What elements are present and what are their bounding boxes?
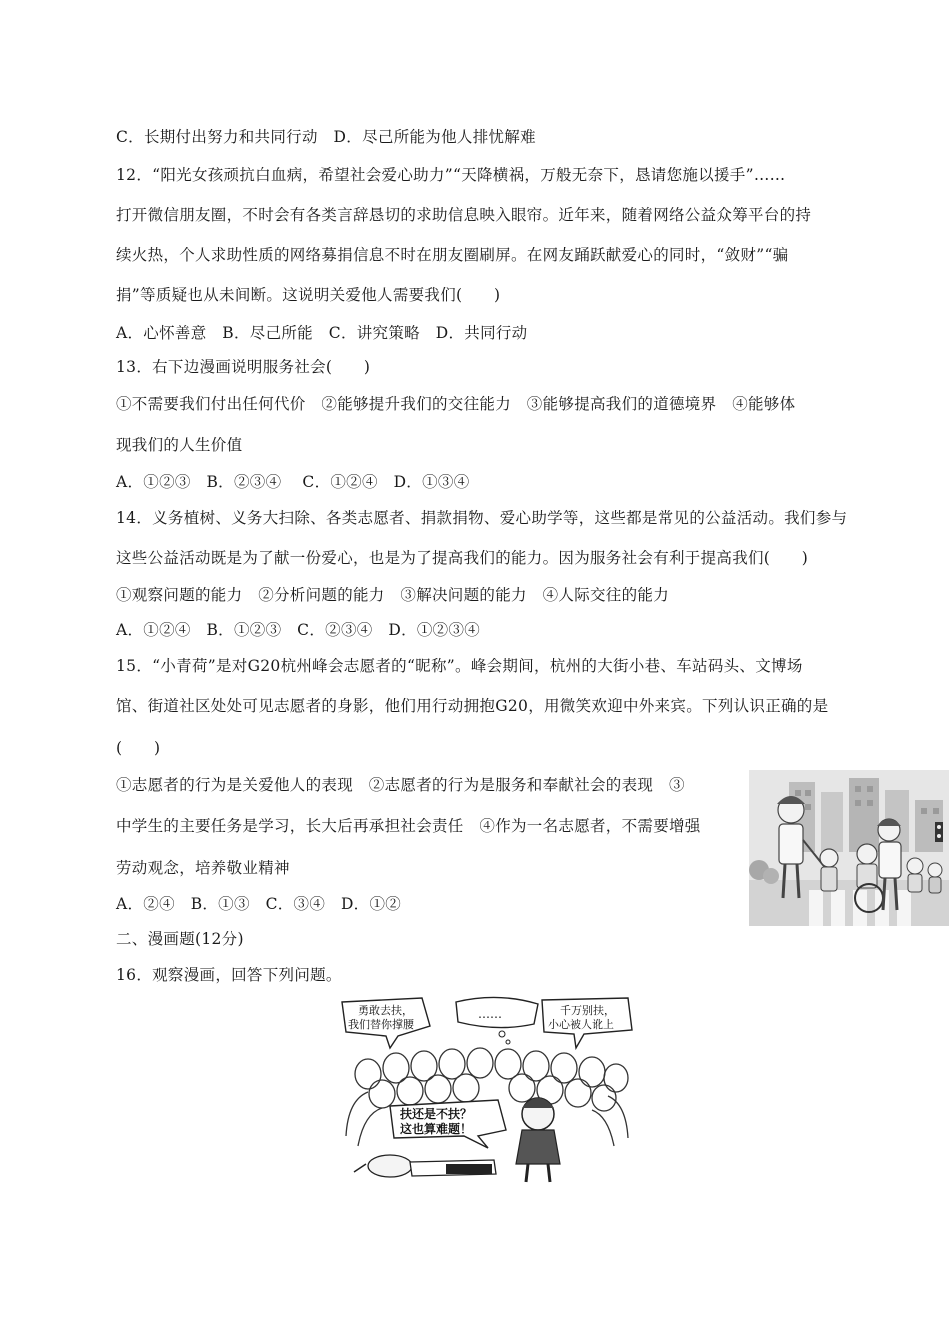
q14-statements: ①观察问题的能力 ②分析问题的能力 ③解决问题的能力 ④人际交往的能力	[116, 586, 670, 604]
bubble-right-line-1: 千万别扶，	[560, 1004, 615, 1017]
volunteer-illustration	[749, 770, 949, 926]
q15-statements-line-3: 劳动观念，培养敬业精神	[116, 859, 290, 877]
bubble-center-line-1: 扶还是不扶？	[400, 1107, 473, 1121]
q15-statements-line-1: ①志愿者的行为是关爱他人的表现 ②志愿者的行为是服务和奉献社会的表现 ③	[116, 776, 685, 794]
bubble-right-line-2: 小心被人讹上	[548, 1018, 614, 1031]
q13-options: A．①②③ B．②③④ C．①②④ D．①③④	[116, 473, 470, 491]
q12-options: A．心怀善意 B．尽己所能 C．讲究策略 D．共同行动	[116, 324, 528, 342]
q14-options: A．①②④ B．①②③ C．②③④ D．①②③④	[116, 621, 481, 639]
q13-stem: 13．右下边漫画说明服务社会( )	[116, 358, 371, 376]
q13-statements-line-1: ①不需要我们付出任何代价 ②能够提升我们的交往能力 ③能够提高我们的道德境界 ④能够体	[116, 395, 796, 413]
q11-option-cd: C．长期付出努力和共同行动 D．尽己所能为他人排忧解难	[116, 128, 536, 146]
q14-stem-line-2: 这些公益活动既是为了献一份爱心，也是为了提高我们的能力。因为服务社会有利于提高我们( )	[116, 549, 809, 567]
q16-stem: 16．观察漫画，回答下列问题。	[116, 966, 342, 984]
q14-stem-line-1: 14．义务植树、义务大扫除、各类志愿者、捐款捐物、爱心助学等，这些都是常见的公益活动。我们参与	[116, 509, 848, 527]
q12-stem-line-4: 捐”等质疑也从未间断。这说明关爱他人需要我们( )	[116, 286, 501, 304]
q15-statements-line-2: 中学生的主要任务是学习，长大后再承担社会责任 ④作为一名志愿者，不需要增强	[116, 817, 701, 835]
q15-options: A．②④ B．①③ C．③④ D．①②	[116, 895, 402, 913]
q12-stem-line-1: 12．“阳光女孩顽抗白血病，希望社会爱心助力”“天降横祸，万般无奈下，恳请您施以援手”……	[116, 166, 786, 184]
bubble-left-line-1: 勇敢去扶，	[358, 1004, 413, 1017]
q16-cartoon	[338, 996, 634, 1188]
section-two-heading: 二、漫画题(12分)	[116, 930, 244, 948]
q15-stem-line-1: 15．“小青荷”是对G20杭州峰会志愿者的“昵称”。峰会期间，杭州的大街小巷、车站码头、文博场	[116, 657, 803, 675]
q15-stem-line-2: 馆、街道社区处处可见志愿者的身影，他们用行动拥抱G20，用微笑欢迎中外来宾。下列认识正确的是	[116, 697, 829, 715]
q13-statements-line-2: 现我们的人生价值	[116, 436, 243, 454]
bubble-middle: ……	[478, 1007, 502, 1021]
bubble-left-line-2: 我们替你撑腰	[348, 1018, 414, 1031]
q12-stem-line-2: 打开微信朋友圈，不时会有各类言辞恳切的求助信息映入眼帘。近年来，随着网络公益众筹平台的持	[116, 206, 812, 224]
q15-stem-line-3: ( )	[116, 739, 161, 757]
q12-stem-line-3: 续火热，个人求助性质的网络募捐信息不时在朋友圈刷屏。在网友踊跃献爱心的同时，“敛财”“骗	[116, 246, 789, 264]
bubble-center-line-2: 这也算难题！	[400, 1122, 473, 1136]
